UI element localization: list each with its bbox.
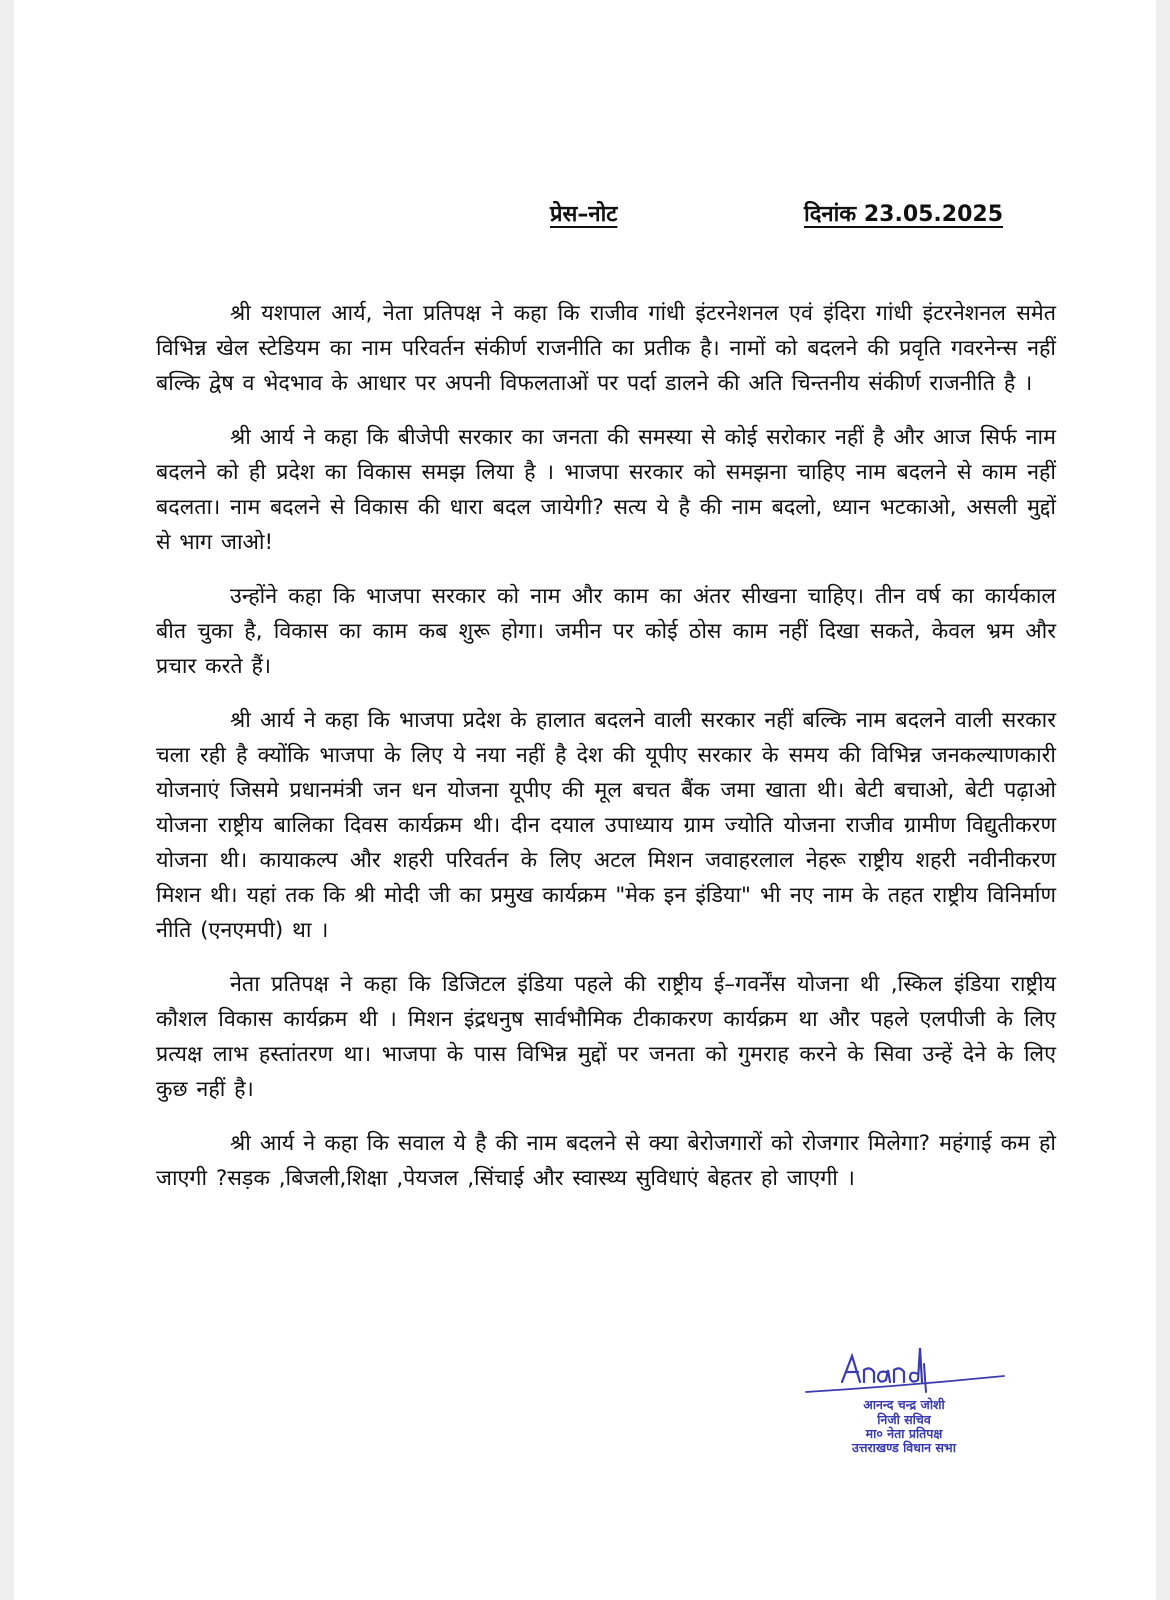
paragraph-3: उन्होंने कहा कि भाजपा सरकार को नाम और काम का अंतर सीखना चाहिए। तीन वर्ष का कार्यकाल बीत चुका है, विकास का काम कब शुरू होगा। जमीन पर कोई ठोस काम नहीं दिखा सकते, केवल भ्रम और प्रचार करते हैं। xyxy=(156,584,1056,679)
signatory-name: आनन्द चन्द्र जोशी xyxy=(863,1397,945,1412)
paragraph-6: श्री आर्य ने कहा कि सवाल ये है की नाम बदलने से क्या बेरोजगारों को रोजगार मिलेगा? महंगाई कम हो जाएगी ?सड़क ,बिजली,शिक्षा ,पेयजल ,सिंचाई और स्वास्थ्य सुविधाएं बेहतर हो जाएगी । xyxy=(156,1131,1056,1191)
paragraph-1: श्री यशपाल आर्य, नेता प्रतिपक्ष ने कहा कि राजीव गांधी इंटरनेशनल एवं इंदिरा गांधी इंटरनेशनल समेत विभिन्न खेल स्टेडियम का नाम परिवर्तन संकीर्ण राजनीति का प्रतीक है। नामों को बदलने की प्रवृति गवरनेन्स नहीं बल्कि द्वेष व भेदभाव के आधार पर अपनी विफलताओं पर पर्दा डालने की अति चिन्तनीय संकीर्ण राजनीति है । xyxy=(156,301,1056,396)
paragraph-4: श्री आर्य ने कहा कि भाजपा प्रदेश के हालात बदलने वाली सरकार नहीं बल्कि नाम बदलने वाली सरकार चला रही है क्योंकि भाजपा के लिए ये नया नहीं है देश की यूपीए सरकार के समय की विभिन्न जनकल्याणकारी योजनाएं जिसमे प्रधानमंत्री जन धन योजना यूपीए की मूल बचत बैंक जमा खाता थी। बेटी बचाओ, बेटी पढ़ाओ योजना राष्ट्रीय बालिका दिवस कार्यक्रम थी। दीन दयाल उपाध्याय ग्राम ज्योति योजना राजीव ग्रामीण विद्युतीकरण योजना थी। कायाकल्प और शहरी परिवर्तन के लिए अटल मिशन जवाहरलाल नेहरू राष्ट्रीय शहरी नवीनीकरण मिशन थी। यहां तक कि श्री मोदी जी का प्रमुख कार्यक्रम "मेक इन इंडिया" भी नए नाम के तहत राष्ट्रीय विनिर्माण नीति (एनएमपी) था । xyxy=(156,708,1056,943)
paragraph-2: श्री आर्य ने कहा कि बीजेपी सरकार का जनता की समस्या से कोई सरोकार नहीं है और आज सिर्फ नाम बदलने को ही प्रदेश का विकास समझ लिया है । भाजपा सरकार को समझना चाहिए नाम बदलने से काम नहीं बदलता। नाम बदलने से विकास की धारा बदल जायेगी? सत्य ये है की नाम बदलो, ध्यान भटकाओ, असली मुद्दों से भाग जाओ! xyxy=(156,425,1056,555)
press-note-date: दिनांक 23.05.2025 xyxy=(804,202,1004,227)
signatory-designation: निजी सचिव xyxy=(877,1412,931,1427)
paragraph-5: नेता प्रतिपक्ष ने कहा कि डिजिटल इंडिया पहले की राष्ट्रीय ई–गवर्नेंस योजना थी ,स्किल इंडिया राष्ट्रीय कौशल विकास कार्यक्रम थी । मिशन इंद्रधनुष सार्वभौमिक टीकाकरण कार्यक्रम था और पहले एलपीजी के लिए प्रत्यक्ष लाभ हस्तांतरण था। भाजपा के पास विभिन्न मुद्दों पर जनता को गुमराह करने के सिवा उन्हें देने के लिए कुछ नहीं है। xyxy=(156,972,1056,1102)
press-note-heading: प्रेस–नोट xyxy=(550,202,618,227)
signature-block xyxy=(804,1342,1014,1455)
handwritten-signature xyxy=(804,1342,1014,1398)
signatory-institution: उत्तराखण्ड विधान सभा xyxy=(852,1440,956,1455)
press-note-body xyxy=(156,296,1056,1215)
signatory-office: मा० नेता प्रतिपक्ष xyxy=(865,1426,943,1441)
